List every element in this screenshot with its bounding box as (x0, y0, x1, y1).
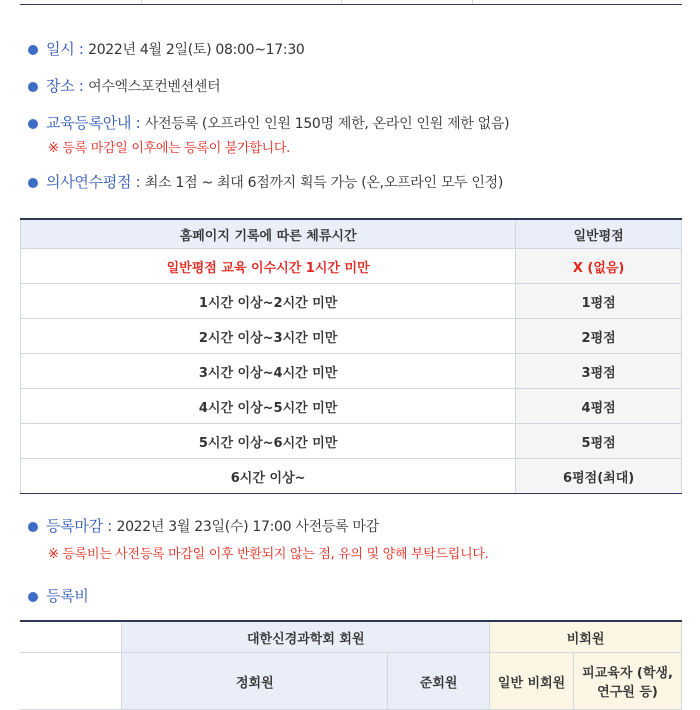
stay-time-cell: 5시간 이상~6시간 미만 (21, 424, 516, 459)
bullet-icon (28, 45, 38, 55)
stay-time-cell: 3시간 이상~4시간 미만 (21, 354, 516, 389)
fee-table (20, 620, 682, 710)
table-row (21, 284, 682, 319)
venue-info: 장소 : 여수엑스포컨벤션센터 (46, 77, 221, 95)
deadline-note: ※ 등록비는 사전등록 마감일 이후 반환되지 않는 점, 유의 및 양해 부탁드립니다. (48, 547, 489, 562)
table-cell (20, 0, 142, 4)
deadline-label: 등록마감 (46, 517, 103, 535)
registration-note: ※ 등록 마감일 이후에는 등록이 불가합니다. (48, 141, 290, 156)
general-nonmember-header: 일반 비회원 (490, 653, 574, 710)
registration-info: 교육등록안내 : 사전등록 (오프라인 인원 150명 제한, 온라인 인원 제한 없음) (46, 114, 510, 132)
empty-header-cell (20, 653, 122, 710)
column-header-general-credit: 일반평점 (516, 219, 682, 249)
table-row (21, 354, 682, 389)
bullet-icon (28, 119, 38, 129)
credit-cell: 6평점(최대) (516, 459, 682, 494)
date-info: 일시 : 2022년 4월 2일(토) 08:00~17:30 (46, 40, 305, 58)
deadline-info: 등록마감 : 2022년 3월 23일(수) 17:00 사전등록 마감 (46, 517, 379, 535)
credit-cell: 3평점 (516, 354, 682, 389)
registration-label: 교육등록안내 (46, 114, 132, 132)
stay-time-cell: 1시간 이상~2시간 미만 (21, 284, 516, 319)
credits-label: 의사연수평점 (46, 173, 132, 191)
bullet-icon (28, 82, 38, 92)
empty-header-cell (20, 621, 122, 653)
fee-heading (46, 586, 89, 607)
credit-cell: 4평점 (516, 389, 682, 424)
table-row (21, 389, 682, 424)
stay-time-cell: 2시간 이상~3시간 미만 (21, 319, 516, 354)
bullet-icon (28, 178, 38, 188)
stay-time-cell: 6시간 이상~ (21, 459, 516, 494)
table-cell (141, 0, 342, 4)
credit-score-table (20, 218, 682, 494)
bullet-icon (28, 592, 38, 602)
date-label: 일시 (46, 40, 75, 58)
credit-cell: 2평점 (516, 319, 682, 354)
credits-info: 의사연수평점 : 최소 1점 ~ 최대 6점까지 획득 가능 (온,오프라인 모두 인정) (46, 173, 504, 191)
table-header-row (20, 653, 682, 710)
table-row (21, 459, 682, 494)
table-header-row (20, 621, 682, 653)
table-row (21, 424, 682, 459)
deadline-value: 2022년 3월 23일(수) 17:00 사전등록 마감 (116, 519, 379, 535)
bullet-icon (28, 522, 38, 532)
stay-time-cell: 일반평점 교육 이수시간 1시간 미만 (21, 249, 516, 284)
venue-value: 여수엑스포컨벤션센터 (88, 79, 221, 95)
date-value: 2022년 4월 2일(토) 08:00~17:30 (88, 42, 305, 58)
table-cell (341, 0, 473, 4)
top-table-fragment (20, 0, 682, 5)
nonmember-header: 비회원 (490, 621, 682, 653)
trainee-header: 피교육자 (학생, 연구원 등) (574, 653, 682, 710)
table-row (21, 319, 682, 354)
credit-cell: X (없음) (516, 249, 682, 284)
venue-label: 장소 (46, 77, 75, 95)
credit-cell: 1평점 (516, 284, 682, 319)
stay-time-cell: 4시간 이상~5시간 미만 (21, 389, 516, 424)
regular-member-header: 정회원 (122, 653, 388, 710)
credit-cell: 5평점 (516, 424, 682, 459)
credits-value: 최소 1점 ~ 최대 6점까지 획득 가능 (온,오프라인 모두 인정) (144, 175, 504, 191)
member-header: 대한신경과학회 회원 (122, 621, 490, 653)
table-row (21, 249, 682, 284)
associate-member-header: 준회원 (388, 653, 490, 710)
column-header-stay-time: 홈페이지 기록에 따른 체류시간 (21, 219, 516, 249)
registration-value: 사전등록 (오프라인 인원 150명 제한, 온라인 인원 제한 없음) (144, 116, 510, 132)
fee-label: 등록비 (46, 587, 89, 605)
table-header-row (21, 219, 682, 249)
